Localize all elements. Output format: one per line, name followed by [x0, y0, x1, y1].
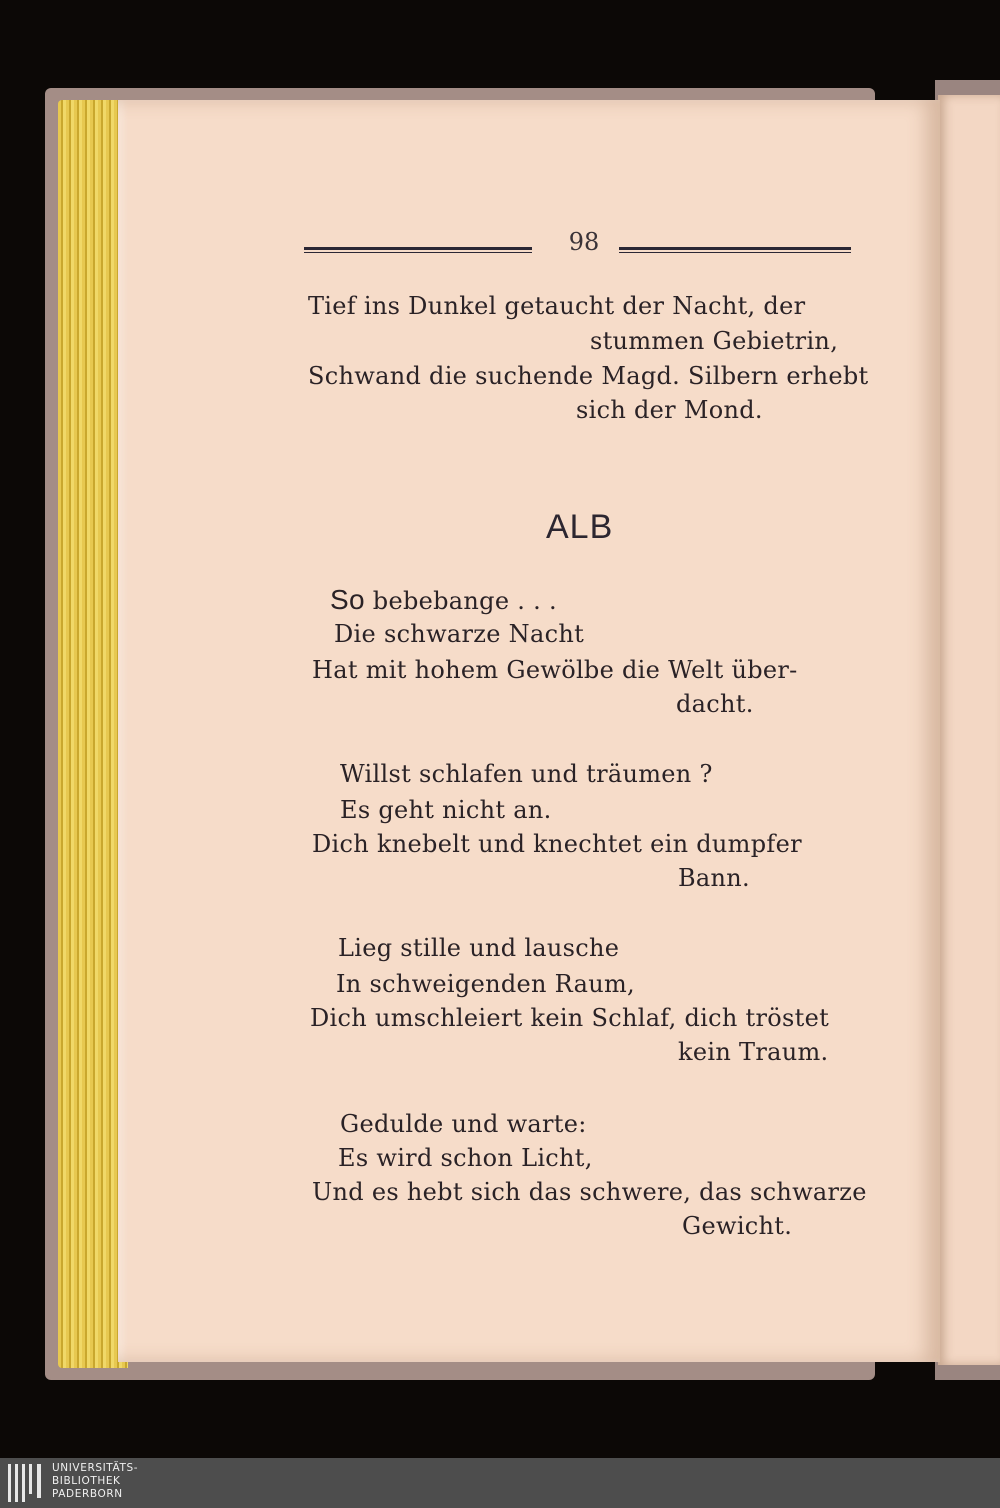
poem-line-text: Hat mit hohem Gewölbe die Welt über-	[312, 656, 798, 684]
library-logo-icon	[8, 1464, 46, 1504]
poem-line-text: In schweigenden Raum,	[336, 970, 635, 998]
poem-line	[576, 396, 763, 424]
poem-line-text: Es wird schon Licht,	[338, 1144, 593, 1172]
page-number: 98	[568, 228, 600, 256]
poem-line-text: Dich umschleiert kein Schlaf, dich tröstet	[310, 1004, 830, 1032]
poem-line-text: Und es hebt sich das schwere, das schwarze	[312, 1178, 867, 1206]
poem-line-text: Die schwarze Nacht	[334, 620, 585, 648]
book-page	[118, 100, 940, 1362]
poem-line	[308, 292, 805, 320]
poem-line-text: Willst schlafen und träumen ?	[340, 760, 713, 788]
header-rule-left	[304, 247, 532, 253]
poem-title: ALB	[546, 508, 614, 546]
poem-line	[312, 656, 798, 684]
poem-line	[676, 690, 754, 718]
poem-line-text: Bann.	[678, 864, 750, 892]
poem-line-text: Tief ins Dunkel getaucht der Nacht, der	[308, 292, 806, 320]
initial-word: So	[330, 584, 365, 615]
poem-line-text: Gedulde und warte:	[340, 1110, 587, 1138]
poem-line-text: Dich knebelt und knechtet ein dumpfer	[312, 830, 802, 858]
poem-line	[336, 970, 635, 998]
library-name-line: UNIVERSITÄTS-	[52, 1462, 139, 1474]
poem-line	[340, 760, 713, 788]
poem-line	[678, 864, 750, 892]
poem-line	[308, 362, 868, 390]
poem-line	[590, 327, 838, 355]
library-name-line: PADERBORN	[52, 1488, 123, 1500]
poem-line-text: Lieg stille und lausche	[338, 934, 620, 962]
poem-line-text: Es geht nicht an.	[340, 796, 552, 824]
poem-line	[312, 1178, 867, 1206]
poem-line	[340, 796, 552, 824]
poem-line	[334, 620, 584, 648]
poem-line	[682, 1212, 792, 1240]
poem-line-text: Gewicht.	[682, 1212, 793, 1240]
library-name	[52, 1462, 138, 1501]
facing-page	[938, 95, 1000, 1365]
header-rule-right	[619, 247, 851, 253]
poem-line-text: Schwand die suchende Magd. Silbern erhebt	[308, 362, 869, 390]
poem-line	[340, 1110, 587, 1138]
poem-line-text: kein Traum.	[678, 1038, 829, 1066]
library-footer	[0, 1458, 1000, 1508]
poem-line-text: dacht.	[676, 690, 754, 718]
poem-line	[312, 830, 802, 858]
first-line-rest: bebebange . . .	[372, 587, 557, 615]
poem-line-text: stummen Gebietrin,	[590, 327, 839, 355]
page-header	[304, 228, 854, 258]
poem-line-text: sich der Mond.	[576, 396, 763, 424]
poem-line	[338, 934, 619, 962]
library-name-line: BIBLIOTHEK	[52, 1475, 121, 1487]
poem-first-line	[330, 584, 557, 616]
poem-line	[310, 1004, 829, 1032]
poem-line	[678, 1038, 828, 1066]
poem-line	[338, 1144, 593, 1172]
